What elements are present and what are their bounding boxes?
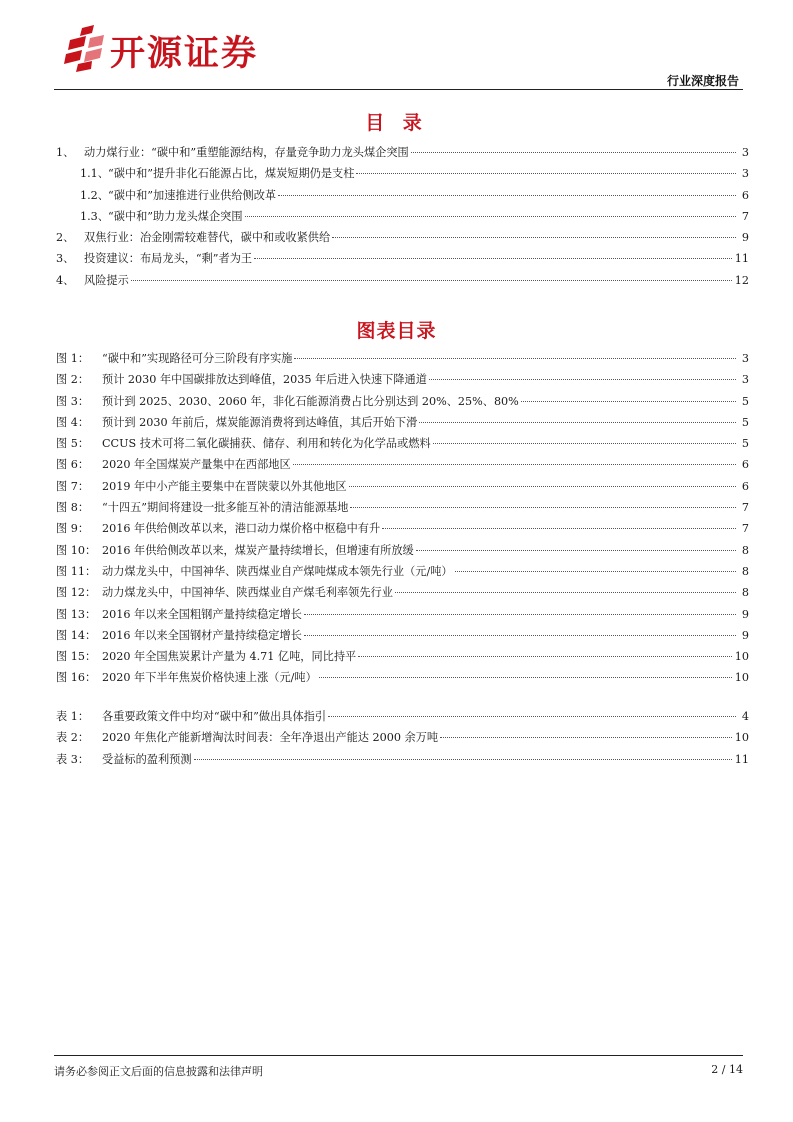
report-type-label: 行业深度报告	[666, 74, 739, 88]
dot-leader	[328, 715, 736, 717]
figure-entry[interactable]	[56, 391, 749, 412]
table-entry-page: 4	[741, 710, 749, 723]
figure-entry-page: 9	[741, 607, 749, 621]
figure-entry[interactable]	[56, 369, 749, 390]
table-entry[interactable]	[56, 706, 749, 727]
footer-divider	[54, 1055, 743, 1056]
dot-leader	[349, 485, 736, 487]
toc-entry-page: 11	[734, 252, 749, 266]
table-entry-title: 各重要政策文件中均对“碳中和”做出具体指引	[102, 710, 327, 723]
figure-entry-page: 3	[741, 352, 749, 365]
dot-leader	[332, 236, 736, 238]
toc-entry[interactable]	[56, 142, 749, 163]
figure-entry-page: 6	[741, 458, 749, 472]
dot-leader	[419, 421, 736, 423]
figure-entry-title: “十四五”期间将建设一批多能互补的清洁能源基地	[102, 501, 349, 515]
figure-entry[interactable]	[56, 348, 749, 369]
toc-entry-number: 1.1、	[80, 167, 109, 181]
figure-entry-title: 2016 年供给侧改革以来，港口动力煤价格中枢稳中有升	[102, 522, 381, 536]
dot-leader	[278, 194, 736, 196]
dot-leader	[245, 215, 736, 217]
figure-entry-number: 图 14：	[56, 628, 97, 642]
toc-entry-title: 双焦行业：冶金刚需较难替代，碳中和或收紧供给	[84, 231, 331, 245]
dot-leader	[521, 400, 736, 402]
figure-entry-title: 2016 年以来全国粗钢产量持续稳定增长	[102, 607, 302, 621]
toc-title: 目 录	[365, 112, 428, 134]
figure-entry-number: 图 5：	[56, 437, 90, 451]
toc-entry-page: 3	[741, 167, 749, 181]
figure-entry-number: 图 12：	[56, 586, 97, 600]
figure-entry-page: 5	[741, 394, 749, 408]
figure-entry-page: 8	[741, 586, 749, 600]
dot-leader	[440, 736, 732, 738]
figure-entry-title: 2019 年中小产能主要集中在晋陕蒙以外其他地区	[102, 479, 347, 493]
figure-entry-number: 图 1：	[56, 352, 90, 365]
toc-entry-title: 投资建议：布局龙头，“剩”者为王	[84, 252, 253, 266]
figure-entry[interactable]	[56, 476, 749, 497]
toc-entry-number: 1、	[56, 146, 75, 159]
figure-entry-number: 图 4：	[56, 415, 90, 429]
figure-entry-title: 2020 年全国焦炭累计产量为 4.71 亿吨，同比持平	[102, 650, 357, 664]
toc-entry-title: 风险提示	[84, 273, 129, 287]
figure-entry-page: 5	[741, 415, 749, 429]
toc-entry-title: “碳中和”提升非化石能源占比，煤炭短期仍是支柱	[108, 167, 355, 181]
toc-list	[56, 142, 749, 291]
dot-leader	[304, 634, 736, 636]
footer-disclaimer: 请务必参阅正文后面的信息披露和法律声明	[54, 1065, 263, 1078]
toc-entry[interactable]	[56, 206, 749, 227]
figure-entry[interactable]	[56, 497, 749, 518]
figure-entry[interactable]	[56, 561, 749, 582]
table-entry[interactable]	[56, 749, 749, 770]
dot-leader	[411, 151, 736, 153]
table-entry-page: 10	[734, 731, 749, 745]
figure-entry-title: 动力煤龙头中，中国神华、陕西煤业自产煤吨煤成本领先行业（元/吨）	[102, 564, 453, 578]
figure-entry-number: 图 9：	[56, 522, 90, 536]
figure-entry-title: 2016 年以来全国钢材产量持续稳定增长	[102, 628, 302, 642]
figure-entry[interactable]	[56, 433, 749, 454]
table-entry-number: 表 1：	[56, 710, 90, 723]
figure-entry-number: 图 8：	[56, 501, 90, 515]
figure-entry-page: 3	[741, 373, 749, 387]
figure-entry[interactable]	[56, 625, 749, 646]
figure-entry-title: 动力煤龙头中，中国神华、陕西煤业自产煤毛利率领先行业	[102, 586, 393, 600]
figure-entry-page: 8	[741, 543, 749, 557]
figure-list	[56, 348, 749, 689]
table-entry-title: 受益标的盈利预测	[102, 752, 192, 766]
figure-entry-title: CCUS 技术可将二氧化碳捕获、储存、利用和转化为化学品或燃料	[102, 437, 431, 451]
table-entry-number: 表 2：	[56, 731, 90, 745]
toc-entry-page: 6	[741, 188, 749, 202]
figures-title: 图表目录	[356, 320, 437, 342]
figure-entry-page: 9	[741, 628, 749, 642]
figure-entry-page: 5	[741, 437, 749, 451]
toc-entry-title: “碳中和”助力龙头煤企突围	[108, 209, 243, 223]
toc-entry[interactable]	[56, 248, 749, 269]
page-indicator: 2 / 14	[711, 1063, 743, 1076]
figure-entry-title: 2016 年供给侧改革以来，煤炭产量持续增长，但增速有所放缓	[102, 543, 414, 557]
figure-entry[interactable]	[56, 518, 749, 539]
table-list	[56, 706, 749, 770]
table-entry-title: 2020 年焦化产能新增淘汰时间表：全年净退出产能达 2000 余万吨	[102, 731, 439, 745]
toc-entry-page: 12	[734, 273, 749, 287]
figure-entry[interactable]	[56, 412, 749, 433]
toc-entry-number: 4、	[56, 273, 75, 287]
toc-entry[interactable]	[56, 270, 749, 291]
header-divider	[54, 89, 743, 90]
figure-entry-title: 预计到 2025、2030、2060 年，非化石能源消费占比分别达到 20%、25%、80%	[102, 394, 519, 408]
brand-logo	[64, 24, 304, 74]
figure-entry-title: 2020 年全国煤炭产量集中在西部地区	[102, 458, 291, 472]
dot-leader	[254, 257, 732, 259]
toc-entry-title: “碳中和”加速推进行业供给侧改革	[108, 188, 277, 202]
toc-entry-number: 3、	[56, 252, 75, 266]
dot-leader	[429, 378, 736, 380]
figure-entry-title: 预计到 2030 年前后，煤炭能源消费将到达峰值，其后开始下滑	[102, 415, 418, 429]
dot-leader	[455, 570, 736, 572]
figure-entry-title: 2020 年下半年焦炭价格快速上涨（元/吨）	[102, 671, 317, 685]
toc-entry[interactable]	[56, 227, 749, 248]
figure-entry[interactable]	[56, 667, 749, 688]
figure-entry[interactable]	[56, 454, 749, 475]
dot-leader	[293, 463, 736, 465]
figure-entry-page: 6	[741, 479, 749, 493]
figure-entry-number: 图 7：	[56, 479, 90, 493]
figure-entry-page: 7	[741, 522, 749, 536]
table-entry-number: 表 3：	[56, 752, 90, 766]
figure-entry-page: 7	[741, 501, 749, 515]
toc-entry[interactable]	[56, 163, 749, 184]
table-entry-page: 11	[734, 752, 749, 766]
figure-entry-number: 图 13：	[56, 607, 97, 621]
dot-leader	[319, 676, 732, 678]
figure-entry[interactable]	[56, 582, 749, 603]
page-header	[0, 0, 793, 90]
toc-entry[interactable]	[56, 185, 749, 206]
figure-entry-number: 图 16：	[56, 671, 97, 685]
figure-entry-number: 图 11：	[56, 564, 97, 578]
figure-entry[interactable]	[56, 604, 749, 625]
dot-leader	[304, 613, 736, 615]
dot-leader	[416, 549, 736, 551]
dot-leader	[433, 442, 736, 444]
figure-entry-title: “碳中和”实现路径可分三阶段有序实施	[102, 352, 293, 365]
figure-entry-page: 10	[734, 671, 749, 685]
table-entry[interactable]	[56, 727, 749, 748]
figure-entry-page: 10	[734, 650, 749, 664]
toc-entry-page: 9	[741, 231, 749, 245]
toc-entry-number: 1.2、	[80, 188, 109, 202]
toc-entry-number: 2、	[56, 231, 75, 245]
toc-entry-number: 1.3、	[80, 209, 109, 223]
figure-entry-page: 8	[741, 564, 749, 578]
dot-leader	[294, 357, 736, 359]
dot-leader	[350, 506, 736, 508]
dot-leader	[358, 655, 732, 657]
kaiyuan-logo-icon	[64, 24, 108, 72]
dot-leader	[131, 279, 732, 281]
dot-leader	[395, 591, 736, 593]
brand-name: 开源证券	[110, 34, 259, 74]
toc-entry-page: 3	[741, 146, 749, 159]
dot-leader	[382, 527, 736, 529]
toc-entry-page: 7	[741, 209, 749, 223]
figure-entry-number: 图 3：	[56, 394, 90, 408]
figure-entry-number: 图 2：	[56, 373, 90, 387]
figure-entry[interactable]	[56, 646, 749, 667]
figure-entry-number: 图 10：	[56, 543, 97, 557]
figure-entry-number: 图 15：	[56, 650, 97, 664]
figure-entry-number: 图 6：	[56, 458, 90, 472]
figure-entry[interactable]	[56, 540, 749, 561]
toc-entry-title: 动力煤行业：“碳中和”重塑能源结构，存量竞争助力龙头煤企突围	[84, 146, 409, 159]
dot-leader	[194, 758, 732, 760]
figure-entry-title: 预计 2030 年中国碳排放达到峰值，2035 年后进入快速下降通道	[102, 373, 427, 387]
dot-leader	[356, 172, 736, 174]
